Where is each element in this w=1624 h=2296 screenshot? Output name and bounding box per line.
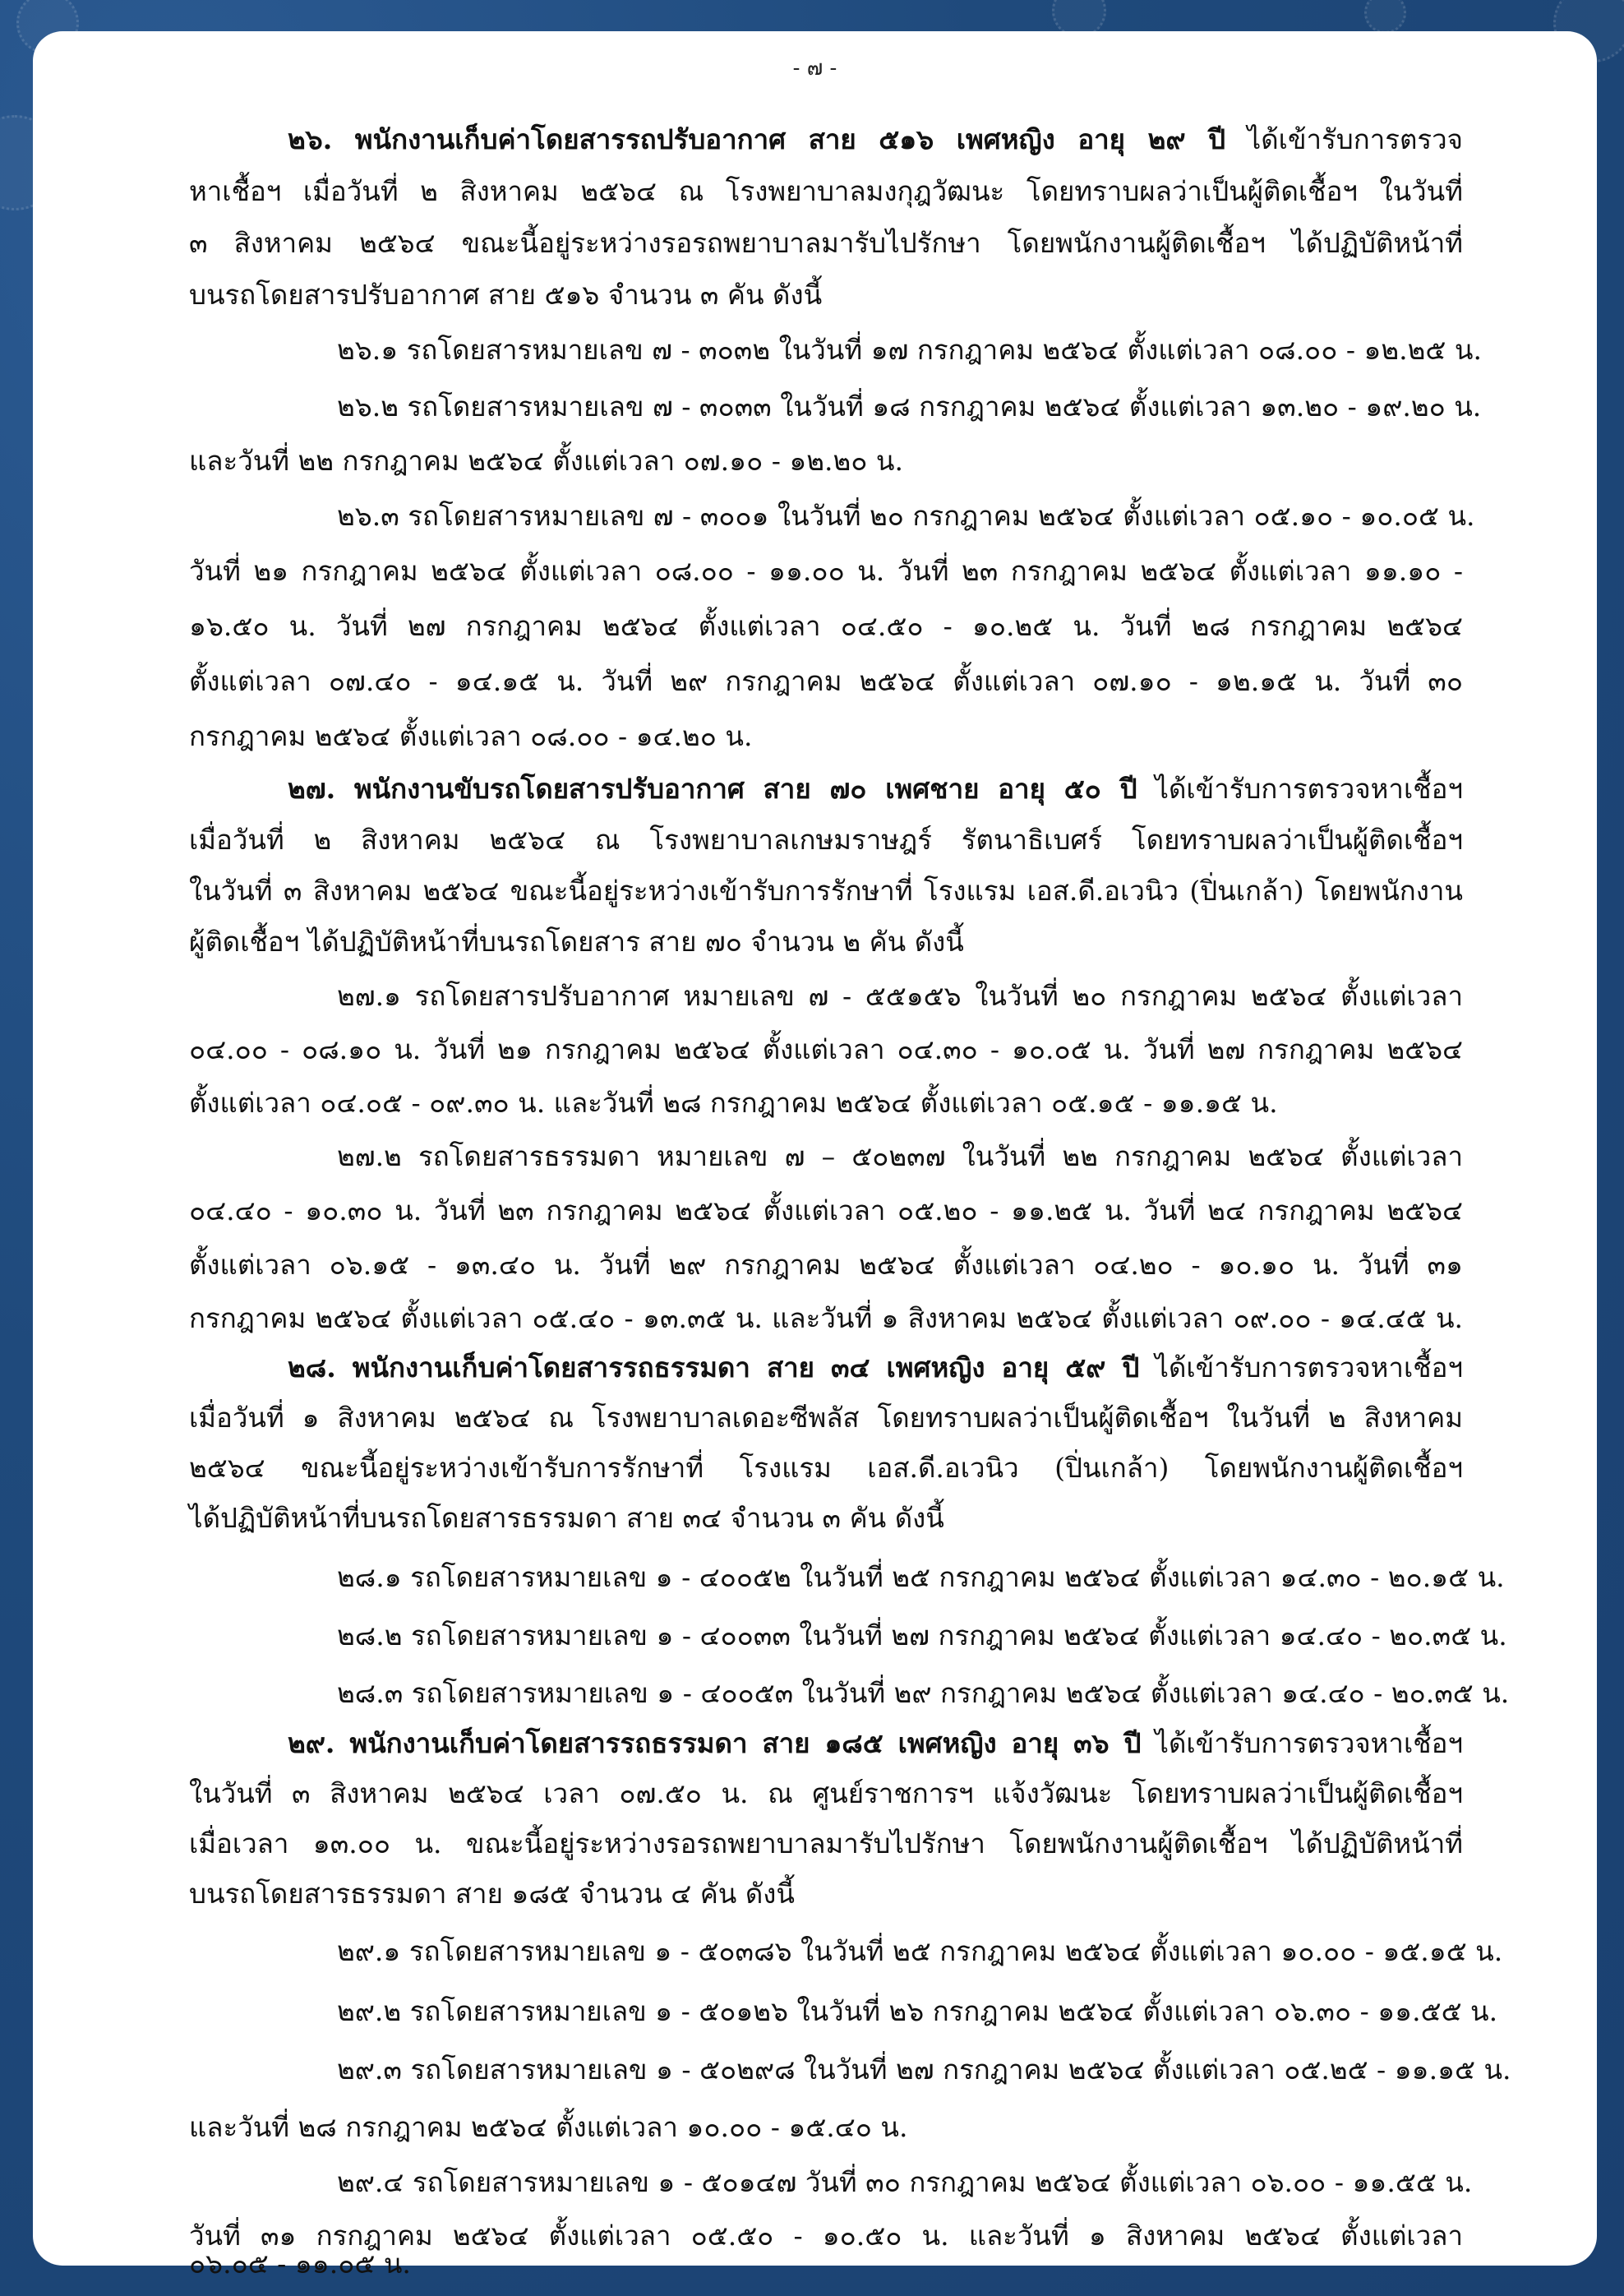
item-26-3-cont-3: ตั้งแต่เวลา ๐๗.๔๐ - ๑๔.๑๕ น. วันที่ ๒๙ กรกฎาคม ๒๕๖๔ ตั้งแต่เวลา ๐๗.๑๐ - ๑๒.๑๕ น. วันที่ ๓๐ [189, 665, 1463, 697]
document-page [33, 31, 1597, 2266]
item-27-line-2: เมื่อวันที่ ๒ สิงหาคม ๒๕๖๔ ณ โรงพยาบาลเกษมราษฎร์ รัตนาธิเบศร์ โดยทราบผลว่าเป็นผู้ติดเชื้อฯ [189, 824, 1463, 856]
item-26-2: ๒๖.๒ รถโดยสารหมายเลข ๗ - ๓๐๓๓ ในวันที่ ๑๘ กรกฎาคม ๒๕๖๔ ตั้งแต่เวลา ๑๓.๒๐ - ๑๙.๒๐ น. [337, 390, 1482, 423]
item-28-line-4: ได้ปฏิบัติหน้าที่บนรถโดยสารธรรมดา สาย ๓๔ จำนวน ๓ คัน ดังนี้ [189, 1502, 944, 1534]
item-27-1-cont-1: ๐๔.๐๐ - ๐๘.๑๐ น. วันที่ ๒๑ กรกฎาคม ๒๕๖๔ ตั้งแต่เวลา ๐๔.๓๐ - ๑๐.๐๕ น. วันที่ ๒๗ กรกฎาคม ๒๕๖๔ [189, 1033, 1463, 1065]
item-27-title: ๒๗. พนักงานขับรถโดยสารปรับอากาศ สาย ๗๐ เพศชาย อายุ ๕๐ ปี [288, 773, 1137, 805]
item-29-4: ๒๙.๔ รถโดยสารหมายเลข ๑ - ๕๐๑๔๗ วันที่ ๓๐ กรกฎาคม ๒๕๖๔ ตั้งแต่เวลา ๐๖.๐๐ - ๑๑.๕๕ น. [337, 2166, 1473, 2198]
item-27-2-cont-1: ๐๔.๔๐ - ๑๐.๓๐ น. วันที่ ๒๓ กรกฎาคม ๒๕๖๔ ตั้งแต่เวลา ๐๕.๒๐ - ๑๑.๒๕ น. วันที่ ๒๔ กรกฎาคม ๒๕๖๔ [189, 1194, 1463, 1227]
item-29-3-cont: และวันที่ ๒๘ กรกฎาคม ๒๕๖๔ ตั้งแต่เวลา ๑๐.๐๐ - ๑๕.๔๐ น. [189, 2111, 908, 2143]
item-28-title: ๒๘. พนักงานเก็บค่าโดยสารรถธรรมดา สาย ๓๔ เพศหญิง อายุ ๕๙ ปี [288, 1351, 1140, 1384]
item-26-line-3: ๓ สิงหาคม ๒๕๖๔ ขณะนี้อยู่ระหว่างรอรถพยาบาลมารับไปรักษา โดยพนักงานผู้ติดเชื้อฯ ได้ปฏิบัติหน้าที่ [189, 227, 1463, 259]
decorative-virus-icon [1364, 0, 1406, 34]
page-number: - ๗ - [792, 56, 837, 81]
item-26-line-2: หาเชื้อฯ เมื่อวันที่ ๒ สิงหาคม ๒๕๖๔ ณ โรงพยาบาลมงกุฎวัฒนะ โดยทราบผลว่าเป็นผู้ติดเชื้อฯ ในวันที่ [189, 175, 1463, 207]
item-28-line-1-rest: ได้เข้ารับการตรวจหาเชื้อฯ [1155, 1351, 1463, 1384]
item-29-3: ๒๙.๓ รถโดยสารหมายเลข ๑ - ๕๐๒๙๘ ในวันที่ ๒๗ กรกฎาคม ๒๕๖๔ ตั้งแต่เวลา ๐๕.๒๕ - ๑๑.๑๕ น. [337, 2053, 1511, 2086]
item-26-3-cont-4: กรกฎาคม ๒๕๖๔ ตั้งแต่เวลา ๐๘.๐๐ - ๑๔.๒๐ น. [189, 720, 753, 752]
item-26-3-cont-2: ๑๖.๕๐ น. วันที่ ๒๗ กรกฎาคม ๒๕๖๔ ตั้งแต่เวลา ๐๔.๕๐ - ๑๐.๒๕ น. วันที่ ๒๘ กรกฎาคม ๒๕๖๔ [189, 610, 1463, 642]
item-29-4-cont-2: ๐๖.๐๕ - ๑๑.๐๕ น. [189, 2247, 411, 2280]
item-26-1: ๒๖.๑ รถโดยสารหมายเลข ๗ - ๓๐๓๒ ในวันที่ ๑๗ กรกฎาคม ๒๕๖๔ ตั้งแต่เวลา ๐๘.๐๐ - ๑๒.๒๕ น. [337, 334, 1482, 366]
item-26-3: ๒๖.๓ รถโดยสารหมายเลข ๗ - ๓๐๐๑ ในวันที่ ๒๐ กรกฎาคม ๒๕๖๔ ตั้งแต่เวลา ๐๕.๑๐ - ๑๐.๐๕ น. [337, 500, 1475, 532]
item-28-3: ๒๘.๓ รถโดยสารหมายเลข ๑ - ๔๐๐๕๓ ในวันที่ ๒๙ กรกฎาคม ๒๕๖๔ ตั้งแต่เวลา ๑๔.๔๐ - ๒๐.๓๕ น. [337, 1677, 1510, 1709]
item-29-title: ๒๙. พนักงานเก็บค่าโดยสารรถธรรมดา สาย ๑๘๕ เพศหญิง อายุ ๓๖ ปี [288, 1727, 1142, 1759]
item-27-2-cont-2: ตั้งแต่เวลา ๐๖.๑๕ - ๑๓.๔๐ น. วันที่ ๒๙ กรกฎาคม ๒๕๖๔ ตั้งแต่เวลา ๐๔.๒๐ - ๑๐.๑๐ น. วันที่ ๓๑ [189, 1249, 1463, 1281]
item-28-line-2: เมื่อวันที่ ๑ สิงหาคม ๒๕๖๔ ณ โรงพยาบาลเดอะซีพลัส โดยทราบผลว่าเป็นผู้ติดเชื้อฯ ในวันที่ ๒ สิงหาคม [189, 1402, 1463, 1434]
item-26-3-cont-1: วันที่ ๒๑ กรกฎาคม ๒๕๖๔ ตั้งแต่เวลา ๐๘.๐๐ - ๑๑.๐๐ น. วันที่ ๒๓ กรกฎาคม ๒๕๖๔ ตั้งแต่เวลา ๑๑.๑๐ - [189, 555, 1463, 587]
item-29-line-3: เมื่อเวลา ๑๓.๐๐ น. ขณะนี้อยู่ระหว่างรอรถพยาบาลมารับไปรักษา โดยพนักงานผู้ติดเชื้อฯ ได้ปฏิบัติหน้าที่ [189, 1827, 1463, 1859]
item-29-4-cont-1: วันที่ ๓๑ กรกฎาคม ๒๕๖๔ ตั้งแต่เวลา ๐๕.๕๐ - ๑๐.๕๐ น. และวันที่ ๑ สิงหาคม ๒๕๖๔ ตั้งแต่เวลา [189, 2220, 1463, 2252]
item-26-line-1 [288, 123, 1463, 155]
item-29-2: ๒๙.๒ รถโดยสารหมายเลข ๑ - ๕๐๑๒๖ ในวันที่ ๒๖ กรกฎาคม ๒๕๖๔ ตั้งแต่เวลา ๐๖.๓๐ - ๑๑.๕๕ น. [337, 1995, 1498, 2027]
item-26-title: ๒๖. พนักงานเก็บค่าโดยสารรถปรับอากาศ สาย ๕๑๖ เพศหญิง อายุ ๒๙ ปี [288, 123, 1226, 155]
item-28-2: ๒๘.๒ รถโดยสารหมายเลข ๑ - ๔๐๐๓๓ ในวันที่ ๒๗ กรกฎาคม ๒๕๖๔ ตั้งแต่เวลา ๑๔.๔๐ - ๒๐.๓๕ น. [337, 1619, 1507, 1652]
item-27-line-3: ในวันที่ ๓ สิงหาคม ๒๕๖๔ ขณะนี้อยู่ระหว่างเข้ารับการรักษาที่ โรงแรม เอส.ดี.อเวนิว (ปิ่นเกล้า) โดยพนักงาน [189, 875, 1463, 907]
item-26-2-cont: และวันที่ ๒๒ กรกฎาคม ๒๕๖๔ ตั้งแต่เวลา ๐๗.๑๐ - ๑๒.๒๐ น. [189, 445, 903, 477]
item-28-line-3: ๒๕๖๔ ขณะนี้อยู่ระหว่างเข้ารับการรักษาที่ โรงแรม เอส.ดี.อเวนิว (ปิ่นเกล้า) โดยพนักงานผู้ติดเชื้อฯ [189, 1452, 1463, 1484]
item-29-line-2: ในวันที่ ๓ สิงหาคม ๒๕๖๔ เวลา ๐๗.๕๐ น. ณ ศูนย์ราชการฯ แจ้งวัฒนะ โดยทราบผลว่าเป็นผู้ติดเชื้อฯ [189, 1777, 1463, 1809]
item-29-line-1 [288, 1727, 1463, 1759]
item-27-line-1 [288, 773, 1463, 805]
item-29-line-4: บนรถโดยสารธรรมดา สาย ๑๘๕ จำนวน ๔ คัน ดังนี้ [189, 1878, 795, 1910]
item-29-1: ๒๙.๑ รถโดยสารหมายเลข ๑ - ๕๐๓๘๖ ในวันที่ ๒๕ กรกฎาคม ๒๕๖๔ ตั้งแต่เวลา ๑๐.๐๐ - ๑๕.๑๕ น. [337, 1935, 1503, 1967]
item-26-line-1-rest: ได้เข้ารับการตรวจ [1247, 123, 1463, 155]
item-26-line-4: บนรถโดยสารปรับอากาศ สาย ๕๑๖ จำนวน ๓ คัน ดังนี้ [189, 279, 823, 311]
item-29-line-1-rest: ได้เข้ารับการตรวจหาเชื้อฯ [1155, 1727, 1463, 1759]
item-27-line-4: ผู้ติดเชื้อฯ ได้ปฏิบัติหน้าที่บนรถโดยสาร สาย ๗๐ จำนวน ๒ คัน ดังนี้ [189, 926, 964, 958]
item-27-1: ๒๗.๑ รถโดยสารปรับอากาศ หมายเลข ๗ - ๕๕๑๕๖ ในวันที่ ๒๐ กรกฎาคม ๒๕๖๔ ตั้งแต่เวลา [337, 980, 1463, 1012]
item-27-1-cont-2: ตั้งแต่เวลา ๐๔.๐๕ - ๐๙.๓๐ น. และวันที่ ๒๘ กรกฎาคม ๒๕๖๔ ตั้งแต่เวลา ๐๕.๑๕ - ๑๑.๑๕ น. [189, 1087, 1278, 1119]
item-28-1: ๒๘.๑ รถโดยสารหมายเลข ๑ - ๔๐๐๕๒ ในวันที่ ๒๕ กรกฎาคม ๒๕๖๔ ตั้งแต่เวลา ๑๔.๓๐ - ๒๐.๑๕ น. [337, 1561, 1505, 1593]
item-27-line-1-rest: ได้เข้ารับการตรวจหาเชื้อฯ [1155, 773, 1463, 805]
item-27-2-cont-3: กรกฎาคม ๒๕๖๔ ตั้งแต่เวลา ๐๕.๔๐ - ๑๓.๓๕ น. และวันที่ ๑ สิงหาคม ๒๕๖๔ ตั้งแต่เวลา ๐๙.๐๐ - ๑๔.๔๕ น. [189, 1302, 1463, 1334]
item-27-2: ๒๗.๒ รถโดยสารธรรมดา หมายเลข ๗ – ๕๐๒๓๗ ในวันที่ ๒๒ กรกฎาคม ๒๕๖๔ ตั้งแต่เวลา [337, 1140, 1463, 1172]
item-28-line-1 [288, 1351, 1463, 1384]
